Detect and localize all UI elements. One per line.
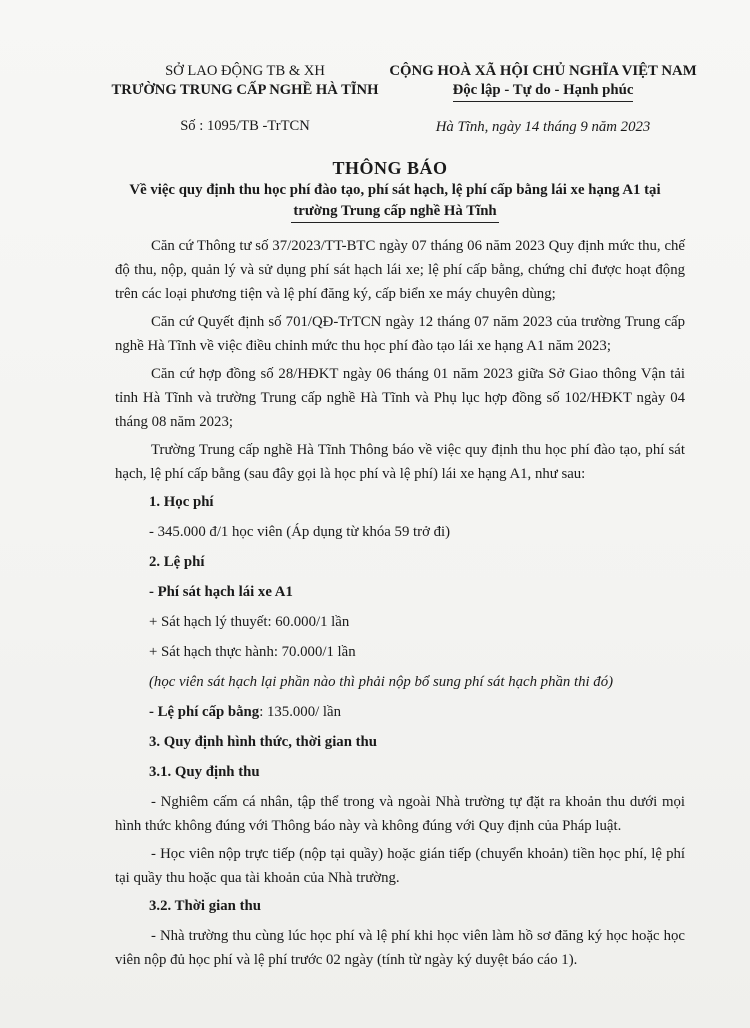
- rule-paragraph-2: - Học viên nộp trực tiếp (nộp tại quầy) hoặc gián tiếp (chuyển khoản) tiền học phí, lệ phí tại quầy thu hoặc qua tài khoản của Nhà trường.: [115, 846, 685, 886]
- paragraph-legal-basis-3: Căn cứ hợp đồng số 28/HĐKT ngày 06 tháng 01 năm 2023 giữa Sở Giao thông Vận tải tỉnh Hà Tĩnh và trường Trung cấp nghề Hà Tĩnh và Phụ lục hợp đồng số 102/HĐKT ngày 04 tháng 08 năm 2023;: [115, 366, 685, 430]
- issuer-header: [100, 62, 390, 136]
- practice-exam-fee: + Sát hạch thực hành: 70.000/1 lần: [149, 644, 356, 660]
- tuition-item: - 345.000 đ/1 học viên (Áp dụng từ khóa 59 trở đi): [149, 524, 451, 540]
- exam-fee-heading: - Phí sát hạch lái xe A1: [149, 584, 293, 600]
- paragraph-legal-basis-1: Căn cứ Thông tư số 37/2023/TT-BTC ngày 07 tháng 06 năm 2023 Quy định mức thu, chế độ thu, nộp, quản lý và sử dụng phí sát hạch lái xe; lệ phí cấp bằng, chứng chỉ được hoạt động trên các loại phương tiện và lệ phí đăng ký, cấp biển xe máy chuyên dùng;: [115, 238, 685, 302]
- ministry-name: SỞ LAO ĐỘNG TB & XH: [165, 63, 325, 79]
- license-fee-value: : 135.000/ lần: [259, 704, 341, 720]
- document-date: Hà Tĩnh, ngày 14 tháng 9 năm 2023: [435, 119, 651, 135]
- theory-exam-fee: + Sát hạch lý thuyết: 60.000/1 lần: [149, 614, 350, 630]
- document-subtitle: [100, 180, 690, 223]
- school-name: TRƯỜNG TRUNG CẤP NGHỀ HÀ TĨNH: [111, 82, 379, 98]
- section-2-heading: 2. Lệ phí: [149, 554, 205, 570]
- document-body: [115, 234, 685, 976]
- rule-paragraph-1: - Nghiêm cấm cá nhân, tập thể trong và ngoài Nhà trường tự đặt ra khoản thu dưới mọi hình thức không đúng với Thông báo này và không đúng với Quy định của Pháp luật.: [115, 794, 685, 834]
- country-name: CỘNG HOÀ XÃ HỘI CHỦ NGHĨA VIỆT NAM: [389, 63, 697, 79]
- subtitle-line-1: Về việc quy định thu học phí đào tạo, phí sát hạch, lệ phí cấp bằng lái xe hạng A1 tại: [129, 182, 661, 198]
- section-3-2-heading: 3.2. Thời gian thu: [149, 898, 261, 914]
- license-fee-label: - Lệ phí cấp bằng: [149, 704, 260, 720]
- national-header: [378, 62, 708, 137]
- document-number: Số : 1095/TB -TrTCN: [180, 118, 310, 134]
- subtitle-line-2: trường Trung cấp nghề Hà Tĩnh: [291, 201, 498, 223]
- paragraph-legal-basis-2: Căn cứ Quyết định số 701/QĐ-TrTCN ngày 12 tháng 07 năm 2023 của trường Trung cấp nghề Hà Tĩnh về việc điều chỉnh mức thu học phí đào tạo lái xe hạng A1 năm 2023;: [115, 314, 685, 354]
- license-fee: [115, 700, 685, 724]
- retake-note: (học viên sát hạch lại phần nào thì phải nộp bổ sung phí sát hạch phần thi đó): [149, 674, 614, 690]
- national-motto: Độc lập - Tự do - Hạnh phúc: [453, 81, 634, 102]
- collection-time-paragraph: - Nhà trường thu cùng lúc học phí và lệ phí khi học viên làm hồ sơ đăng ký học hoặc học viên nộp đủ học phí và lệ phí trước 02 ngày (tính từ ngày ký duyệt báo cáo 1).: [115, 928, 685, 968]
- paragraph-announcement: Trường Trung cấp nghề Hà Tĩnh Thông báo về việc quy định thu học phí đào tạo, phí sát hạch, lệ phí cấp bằng (sau đây gọi là học phí và lệ phí) lái xe hạng A1, như sau:: [115, 442, 685, 482]
- section-3-1-heading: 3.1. Quy định thu: [149, 764, 260, 780]
- section-3-heading: 3. Quy định hình thức, thời gian thu: [149, 734, 378, 750]
- document-title: THÔNG BÁO: [332, 158, 448, 178]
- section-1-heading: 1. Học phí: [149, 494, 214, 510]
